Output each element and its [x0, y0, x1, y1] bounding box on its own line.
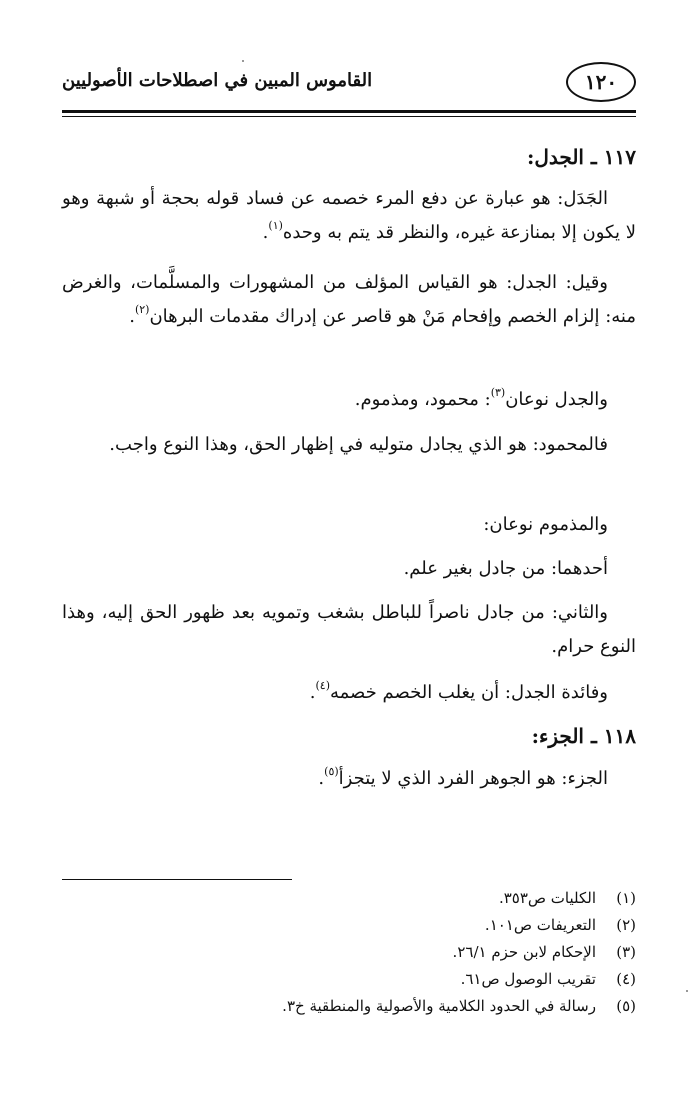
footnote-number: (٢) — [616, 916, 636, 934]
running-header — [62, 56, 636, 108]
entry-heading-118: ١١٨ ـ الجزء: — [531, 724, 636, 748]
footnotes — [62, 885, 636, 1020]
period: . — [309, 682, 316, 703]
header-rule-thick — [62, 110, 636, 113]
header-rule-thin — [62, 116, 636, 117]
paragraph-benefit: وفائدة الجدل: أن يغلب الخصم خصمه$^{(٤)}$. — [309, 679, 608, 703]
paragraph-second-type: والثاني: من جادل ناصراً للباطل بشغب وتمويه بعد ظهور الحق إليه، وهذا النوع حرام. — [62, 602, 636, 657]
footnote-ref-2: (٢) — [134, 303, 150, 316]
page-number: ١٢٠ — [584, 70, 618, 94]
footnote-number: (١) — [616, 889, 636, 907]
period: . — [129, 306, 135, 327]
footnote-number: (٣) — [616, 943, 636, 961]
footnote-item — [62, 939, 636, 966]
paragraph-definition: الجَدَل: هو عبارة عن دفع المرء خصمه عن فساد قوله بحجة أو شبهة وهو لا يكون إلا بمنازعة غيره، والنظر قد يتم به وحده$^{(١)}$. — [62, 188, 636, 243]
footnote-text: تقريب الوصول ص٦١. — [460, 970, 596, 988]
footnote-item — [62, 912, 636, 939]
footnote-number: (٥) — [616, 997, 636, 1015]
footnote-item — [62, 966, 636, 993]
footnote-text: الكليات ص٣٥٣. — [498, 889, 596, 907]
footnote-separator — [62, 879, 292, 880]
paragraph-first-type: أحدهما: من جادل بغير علم. — [403, 558, 608, 579]
footnote-text: رسالة في الحدود الكلامية والأصولية والمنطقية خ٣. — [282, 997, 596, 1015]
period: . — [318, 768, 325, 789]
footnote-ref-4: (٤) — [315, 679, 330, 692]
footnote-ref-3: (٣) — [490, 386, 506, 399]
footnote-ref-5: (٥) — [324, 765, 339, 778]
scan-speck — [242, 60, 244, 62]
period: . — [262, 222, 269, 243]
paragraph-alternative-definition: وقيل: الجدل: هو القياس المؤلف من المشهورات والمسلَّمات، والغرض منه: إلزام الخصم وإفحام مَنْ هو قاصر عن إدراك مقدمات البرهان$^{(٢)}$. — [62, 272, 636, 327]
paragraph-blamed: والمذموم نوعان: — [483, 514, 608, 535]
footnote-text: التعريفات ص١٠١. — [484, 916, 596, 934]
paragraph-types: والجدل نوعان$^{(٣)}$: محمود، ومذموم. — [354, 386, 608, 410]
footnote-number: (٤) — [616, 970, 636, 988]
footnote-text: الإحكام لابن حزم ٢٦/١. — [452, 943, 596, 961]
paragraph-part-definition: الجزء: هو الجوهر الفرد الذي لا يتجزأ$^{(٥)}$. — [318, 765, 608, 789]
page-number-badge — [566, 62, 636, 102]
entry-heading-117: ١١٧ ـ الجدل: — [527, 145, 636, 169]
footnote-item — [62, 993, 636, 1020]
running-title: القاموس المبين في اصطلاحات الأصوليين — [62, 70, 373, 91]
paragraph-praised: فالمحمود: هو الذي يجادل متوليه في إظهار الحق، وهذا النوع واجب. — [109, 434, 608, 455]
footnote-ref-1: (١) — [268, 219, 283, 232]
footnote-item — [62, 885, 636, 912]
scan-speck — [686, 990, 688, 992]
